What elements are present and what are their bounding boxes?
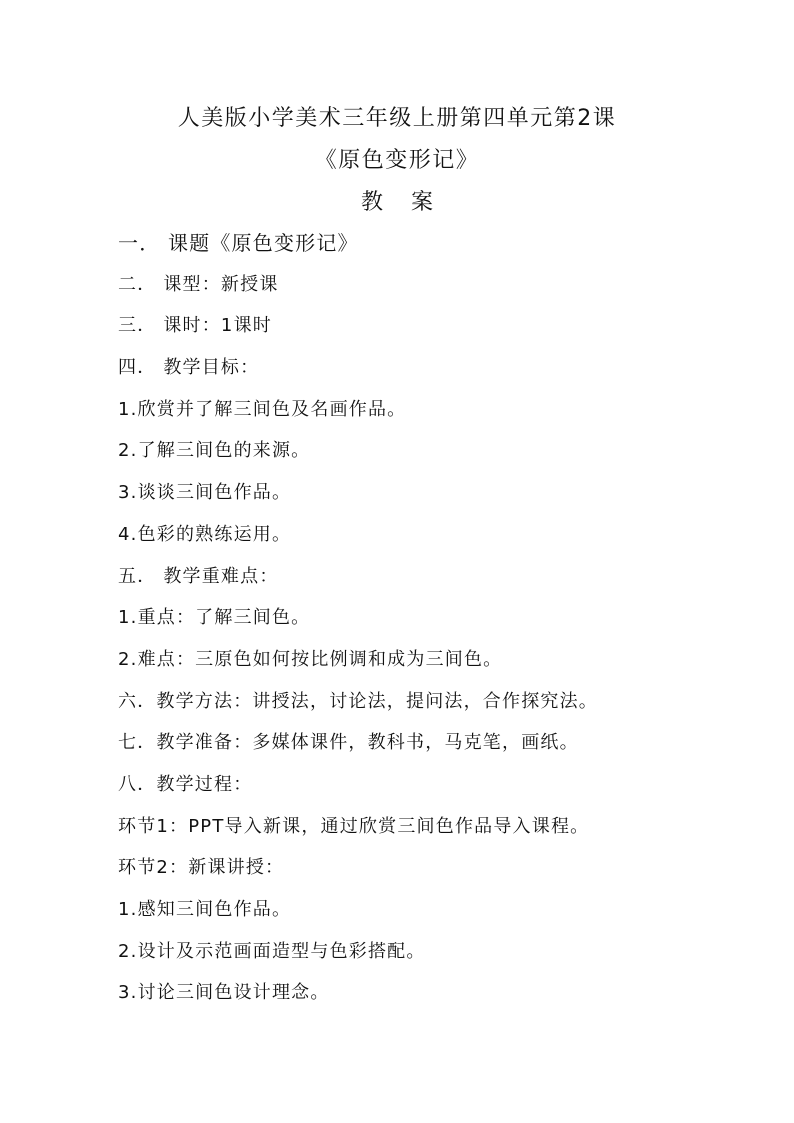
document-title: 人美版小学美术三年级上册第四单元第2课 [177, 106, 617, 131]
document-type-char-1: 教 [360, 190, 383, 215]
objective-item: 2.了解三间色的来源。 [118, 440, 311, 462]
process-item: 1.感知三间色作品。 [118, 899, 292, 920]
lesson-title: 《原色变形记》 [314, 148, 480, 173]
document-type-char-2: 案 [411, 190, 434, 215]
section-topic: 一． 课题《原色变形记》 [118, 231, 359, 255]
section-preparation: 七．教学准备：多媒体课件，教科书，马克笔，画纸。 [118, 732, 579, 754]
section-lesson-type: 二． 课型：新授课 [118, 273, 279, 295]
objective-item: 3.谈谈三间色作品。 [118, 482, 292, 504]
objective-item: 1.欣赏并了解三间色及名画作品。 [118, 398, 407, 420]
section-duration: 三． 课时：1课时 [118, 315, 272, 337]
section-methods: 六．教学方法：讲授法，讨论法，提问法，合作探究法。 [118, 690, 598, 712]
process-item: 3.讨论三间色设计理念。 [118, 982, 330, 1004]
section-process-heading: 八．教学过程： [118, 773, 253, 795]
lesson-plan-body [118, 229, 738, 1021]
section-objectives-heading: 四． 教学目标： [118, 357, 260, 379]
section-key-points-heading: 五． 教学重难点： [118, 565, 279, 587]
process-step: 环节2：新课讲授： [118, 857, 285, 879]
key-point-item: 1.重点：了解三间色。 [118, 607, 311, 629]
objective-item: 4.色彩的熟练运用。 [118, 523, 292, 545]
process-step: 环节1：PPT导入新课，通过欣赏三间色作品导入课程。 [118, 815, 590, 837]
key-point-item: 2.难点：三原色如何按比例调和成为三间色。 [118, 648, 503, 670]
process-item: 2.设计及示范画面造型与色彩搭配。 [118, 940, 426, 962]
document-type-heading [0, 188, 794, 218]
